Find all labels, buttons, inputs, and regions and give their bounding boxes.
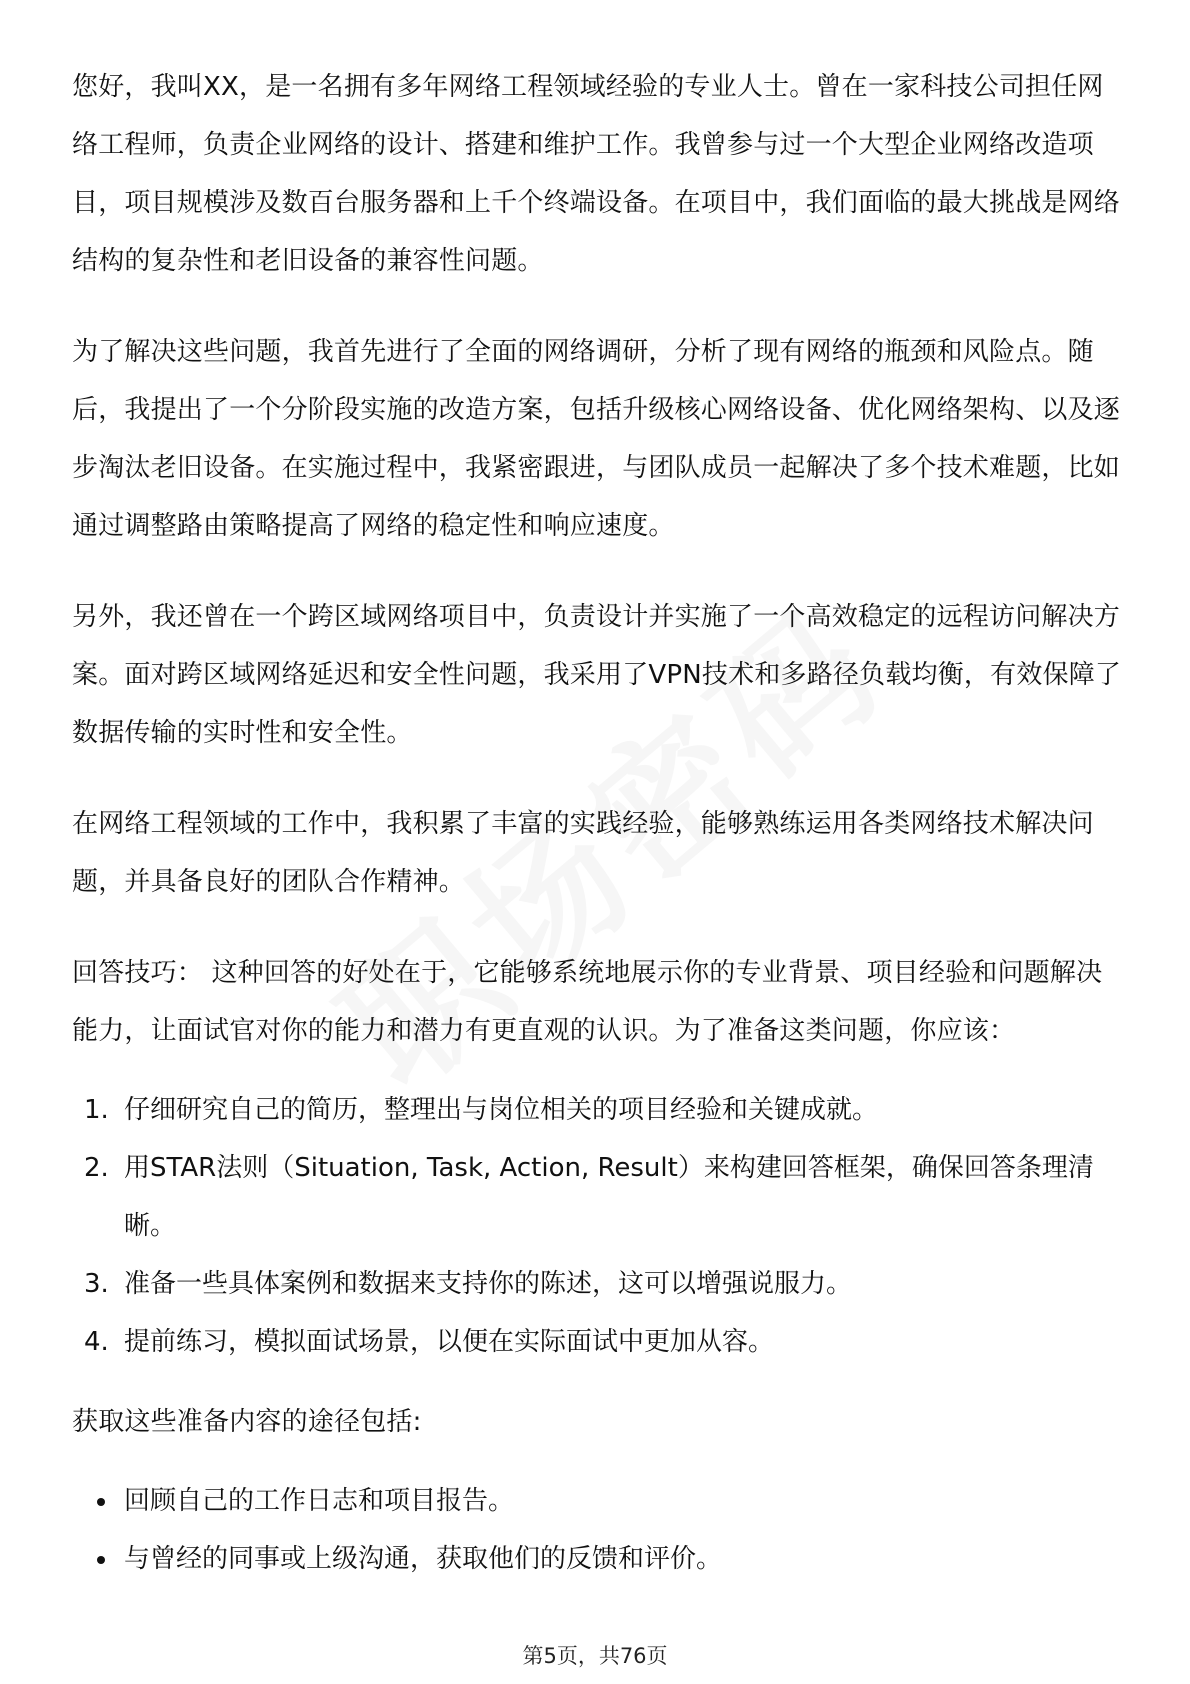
bullet-list — [72, 1472, 1122, 1588]
bullet-item — [72, 1530, 1122, 1588]
list-item-text: 用STAR法则（Situation, Task, Action, Result）来构建回答框架，确保回答条理清晰。 — [124, 1153, 1094, 1241]
list-number: 4. — [84, 1327, 109, 1357]
list-number: 3. — [84, 1269, 109, 1299]
list-item — [72, 1313, 1122, 1371]
list-item-text: 提前练习，模拟面试场景，以便在实际面试中更加从容。 — [124, 1327, 775, 1357]
paragraph-remote-access: 另外，我还曾在一个跨区域网络项目中，负责设计并实施了一个高效稳定的远程访问解决方案。面对跨区域网络延迟和安全性问题，我采用了VPN技术和多路径负载均衡，有效保障了数据传输的实时性和安全性。 — [72, 602, 1122, 748]
numbered-list — [72, 1081, 1122, 1371]
paragraph-answer-tips: 回答技巧： 这种回答的好处在于，它能够系统地展示你的专业背景、项目经验和问题解决能力，让面试官对你的能力和潜力有更直观的认识。为了准备这类问题，你应该： — [72, 958, 1103, 1046]
paragraph-intro: 您好，我叫XX，是一名拥有多年网络工程领域经验的专业人士。曾在一家科技公司担任网络工程师，负责企业网络的设计、搭建和维护工作。我曾参与过一个大型企业网络改造项目，项目规模涉及数百台服务器和上千个终端设备。在项目中，我们面临的最大挑战是网络结构的复杂性和老旧设备的兼容性问题。 — [72, 72, 1121, 276]
list-number: 1. — [84, 1095, 109, 1125]
bullet-item-text: 回顾自己的工作日志和项目报告。 — [124, 1486, 515, 1516]
paragraph-sources-intro: 获取这些准备内容的途径包括: — [72, 1407, 422, 1437]
document-body — [72, 58, 1122, 1588]
list-item — [72, 1255, 1122, 1313]
bullet-item-text: 与曾经的同事或上级沟通，获取他们的反馈和评价。 — [124, 1544, 723, 1574]
bullet-item — [72, 1472, 1122, 1530]
list-item — [72, 1081, 1122, 1139]
paragraph-summary: 在网络工程领域的工作中，我积累了丰富的实践经验，能够熟练运用各类网络技术解决问题，并具备良好的团队合作精神。 — [72, 809, 1094, 897]
list-item-text: 仔细研究自己的简历，整理出与岗位相关的项目经验和关键成就。 — [124, 1095, 879, 1125]
bullet-dot-icon — [97, 1556, 105, 1564]
paragraph-solution: 为了解决这些问题，我首先进行了全面的网络调研，分析了现有网络的瓶颈和风险点。随后，我提出了一个分阶段实施的改造方案，包括升级核心网络设备、优化网络架构、以及逐步淘汰老旧设备。在实施过程中，我紧密跟进，与团队成员一起解决了多个技术难题，比如通过调整路由策略提高了网络的稳定性和响应速度。 — [72, 337, 1121, 541]
list-item-text: 准备一些具体案例和数据来支持你的陈述，这可以增强说服力。 — [124, 1269, 853, 1299]
list-item — [72, 1139, 1122, 1255]
bullet-dot-icon — [97, 1498, 105, 1506]
list-number: 2. — [84, 1153, 109, 1183]
page-number-footer: 第5页，共76页 — [522, 1644, 668, 1668]
